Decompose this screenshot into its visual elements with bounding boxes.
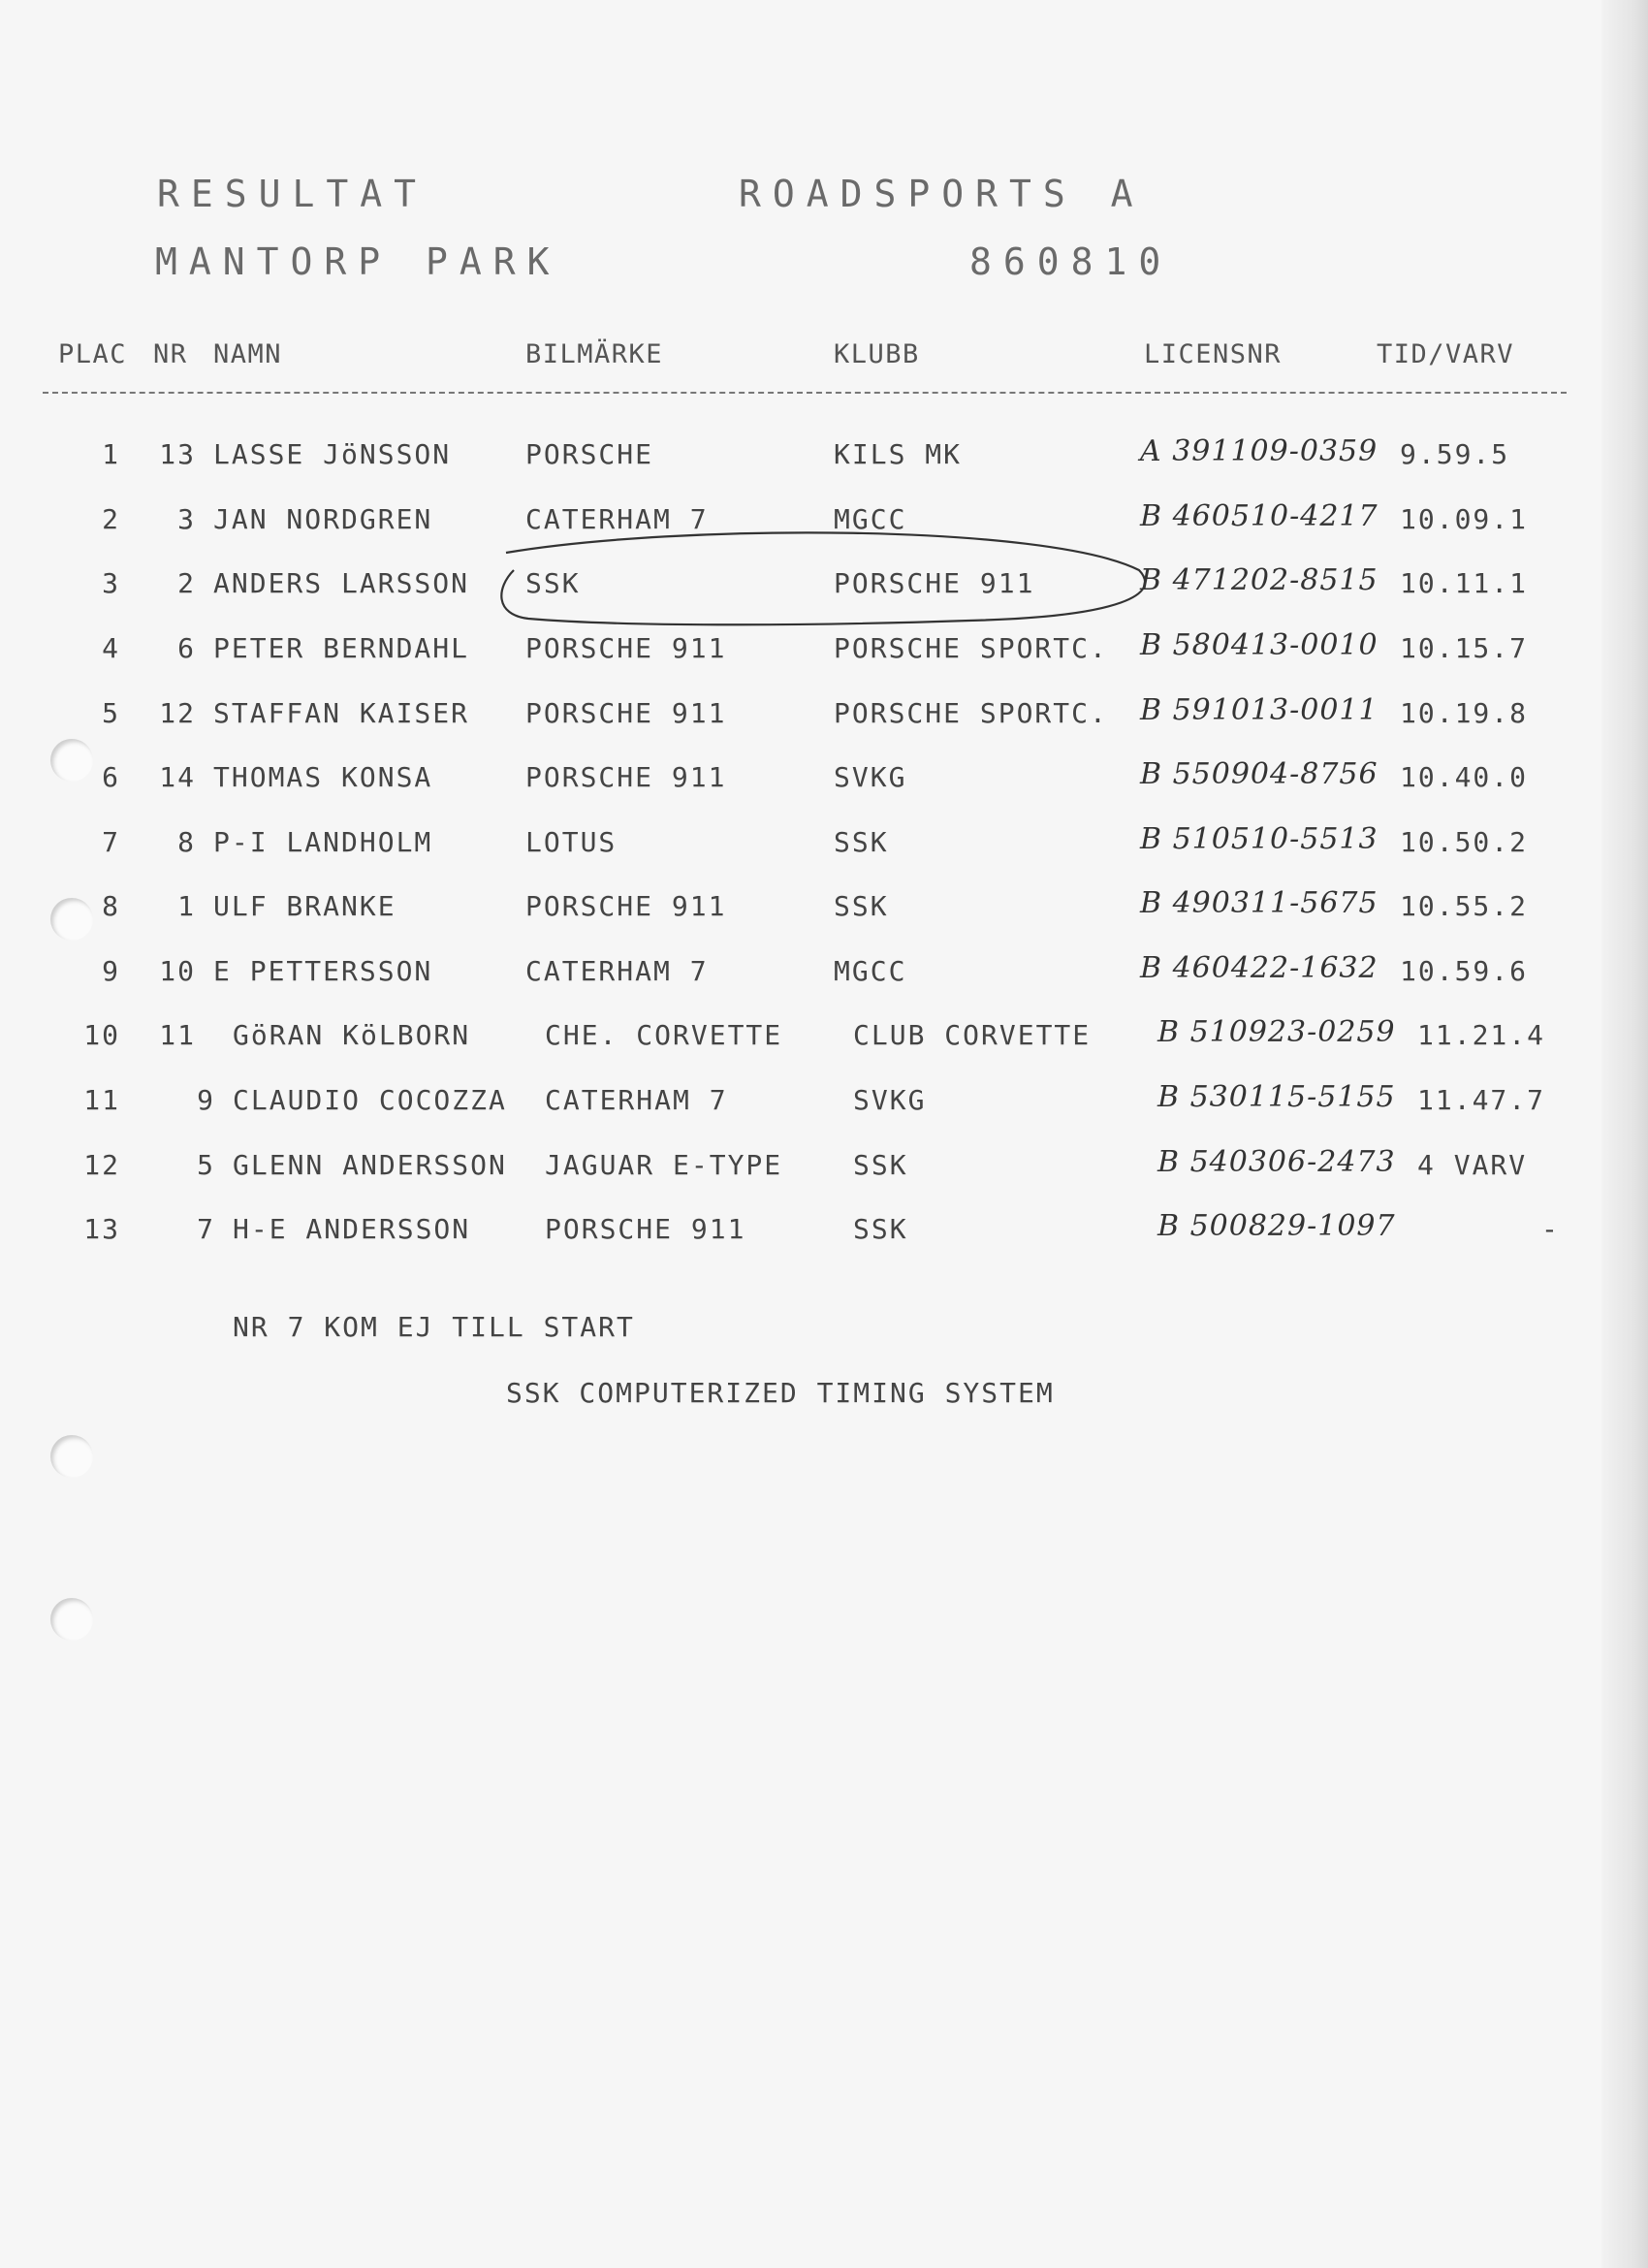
- row-klubb: MGCC: [834, 503, 907, 535]
- column-header-bilmarke: BILMÄRKE: [525, 339, 664, 369]
- punch-hole: [50, 739, 93, 782]
- column-header-nr: NR: [153, 339, 188, 369]
- footer-note: NR 7 KOM EJ TILL START: [233, 1311, 635, 1343]
- punch-hole: [50, 1435, 93, 1478]
- column-header-tid: TID/VARV: [1377, 339, 1515, 369]
- row-licensnr: B 510923-0259: [1157, 1015, 1396, 1049]
- row-tid: 10.15.7: [1400, 632, 1529, 664]
- row-licensnr: B 460510-4217: [1140, 499, 1379, 533]
- row-tid: 10.59.6: [1400, 955, 1529, 987]
- row-nr: 5: [197, 1149, 215, 1181]
- row-licensnr: B 591013-0011: [1140, 693, 1379, 727]
- row-klubb: SVKG: [834, 761, 907, 793]
- row-klubb: PORSCHE SPORTC.: [834, 697, 1108, 729]
- venue-title: MANTORP PARK: [155, 240, 561, 283]
- row-plac: 9: [102, 955, 120, 987]
- row-nr: 12: [159, 697, 196, 729]
- row-namn: JAN NORDGREN: [213, 503, 433, 535]
- row-bilmarke: CATERHAM 7: [525, 503, 709, 535]
- timing-system-label: SSK COMPUTERIZED TIMING SYSTEM: [506, 1377, 1055, 1409]
- row-klubb: KILS MK: [834, 438, 963, 470]
- row-licensnr: A 391109-0359: [1140, 434, 1379, 468]
- header-divider: [43, 392, 1567, 394]
- column-header-klubb: KLUBB: [834, 339, 920, 369]
- row-licensnr: B 540306-2473: [1157, 1145, 1396, 1179]
- row-tid: 10.55.2: [1400, 890, 1529, 922]
- row-namn: CLAUDIO COCOZZA: [233, 1084, 507, 1116]
- event-date: 860810: [969, 240, 1173, 283]
- row-bilmarke: CATERHAM 7: [525, 955, 709, 987]
- title-class: ROADSPORTS A: [739, 173, 1145, 215]
- row-nr: 9: [197, 1084, 215, 1116]
- row-plac: 13: [83, 1213, 120, 1245]
- row-bilmarke: CHE. CORVETTE: [545, 1019, 783, 1051]
- row-tid: 9.59.5: [1400, 438, 1510, 470]
- row-namn: ANDERS LARSSON: [213, 567, 470, 599]
- row-nr: 6: [177, 632, 196, 664]
- column-header-licensnr: LICENSNR: [1144, 339, 1283, 369]
- row-licensnr: B 460422-1632: [1140, 951, 1379, 985]
- row-klubb: CLUB CORVETTE: [853, 1019, 1092, 1051]
- row-bilmarke: SSK: [525, 567, 581, 599]
- row-tid: 10.19.8: [1400, 697, 1529, 729]
- row-klubb: MGCC: [834, 955, 907, 987]
- row-klubb: SSK: [853, 1149, 908, 1181]
- row-plac: 7: [102, 826, 120, 858]
- row-tid: 10.40.0: [1400, 761, 1529, 793]
- row-plac: 2: [102, 503, 120, 535]
- column-header-namn: NAMN: [213, 339, 283, 369]
- column-header-plac: PLAC: [58, 339, 128, 369]
- row-nr: 10: [159, 955, 196, 987]
- row-nr: 7: [197, 1213, 215, 1245]
- row-plac: 6: [102, 761, 120, 793]
- row-namn: STAFFAN KAISER: [213, 697, 470, 729]
- row-plac: 4: [102, 632, 120, 664]
- row-namn: THOMAS KONSA: [213, 761, 433, 793]
- row-licensnr: B 490311-5675: [1140, 886, 1379, 920]
- row-klubb: PORSCHE 911: [834, 567, 1035, 599]
- row-namn: LASSE JöNSSON: [213, 438, 452, 470]
- row-licensnr: B 530115-5155: [1157, 1080, 1396, 1114]
- row-nr: 3: [177, 503, 196, 535]
- punch-hole: [50, 898, 93, 941]
- row-tid: 4 VARV: [1417, 1149, 1528, 1181]
- row-namn: P-I LANDHOLM: [213, 826, 433, 858]
- row-plac: 10: [83, 1019, 120, 1051]
- row-klubb: SVKG: [853, 1084, 927, 1116]
- row-plac: 5: [102, 697, 120, 729]
- row-klubb: SSK: [853, 1213, 908, 1245]
- row-klubb: SSK: [834, 890, 889, 922]
- row-namn: GLENN ANDERSSON: [233, 1149, 507, 1181]
- row-tid: -: [1541, 1213, 1560, 1245]
- row-namn: GöRAN KöLBORN: [233, 1019, 471, 1051]
- row-tid: 10.11.1: [1400, 567, 1529, 599]
- row-licensnr: B 580413-0010: [1140, 628, 1379, 662]
- row-licensnr: B 500829-1097: [1157, 1209, 1396, 1243]
- row-plac: 3: [102, 567, 120, 599]
- row-nr: 14: [159, 761, 196, 793]
- row-nr: 11: [159, 1019, 196, 1051]
- row-namn: H-E ANDERSSON: [233, 1213, 471, 1245]
- row-bilmarke: CATERHAM 7: [545, 1084, 728, 1116]
- row-klubb: SSK: [834, 826, 889, 858]
- row-bilmarke: LOTUS: [525, 826, 618, 858]
- row-namn: E PETTERSSON: [213, 955, 433, 987]
- row-nr: 2: [177, 567, 196, 599]
- row-licensnr: B 471202-8515: [1140, 563, 1379, 597]
- row-plac: 12: [83, 1149, 120, 1181]
- row-plac: 1: [102, 438, 120, 470]
- row-tid: 11.47.7: [1417, 1084, 1546, 1116]
- row-namn: PETER BERNDAHL: [213, 632, 470, 664]
- row-nr: 1: [177, 890, 196, 922]
- row-bilmarke: PORSCHE 911: [525, 632, 727, 664]
- row-plac: 8: [102, 890, 120, 922]
- title-resultat: RESULTAT: [157, 173, 428, 215]
- row-namn: ULF BRANKE: [213, 890, 396, 922]
- row-licensnr: B 510510-5513: [1140, 822, 1379, 856]
- row-bilmarke: PORSCHE 911: [525, 697, 727, 729]
- row-tid: 10.09.1: [1400, 503, 1529, 535]
- row-nr: 13: [159, 438, 196, 470]
- row-klubb: PORSCHE SPORTC.: [834, 632, 1108, 664]
- row-tid: 10.50.2: [1400, 826, 1529, 858]
- row-licensnr: B 550904-8756: [1140, 757, 1379, 791]
- row-bilmarke: PORSCHE 911: [545, 1213, 746, 1245]
- row-bilmarke: PORSCHE 911: [525, 890, 727, 922]
- row-plac: 11: [83, 1084, 120, 1116]
- punch-hole: [50, 1598, 93, 1641]
- row-bilmarke: PORSCHE: [525, 438, 654, 470]
- row-tid: 11.21.4: [1417, 1019, 1546, 1051]
- paper-edge-shadow: [1601, 0, 1648, 2268]
- row-bilmarke: JAGUAR E-TYPE: [545, 1149, 783, 1181]
- row-nr: 8: [177, 826, 196, 858]
- row-bilmarke: PORSCHE 911: [525, 761, 727, 793]
